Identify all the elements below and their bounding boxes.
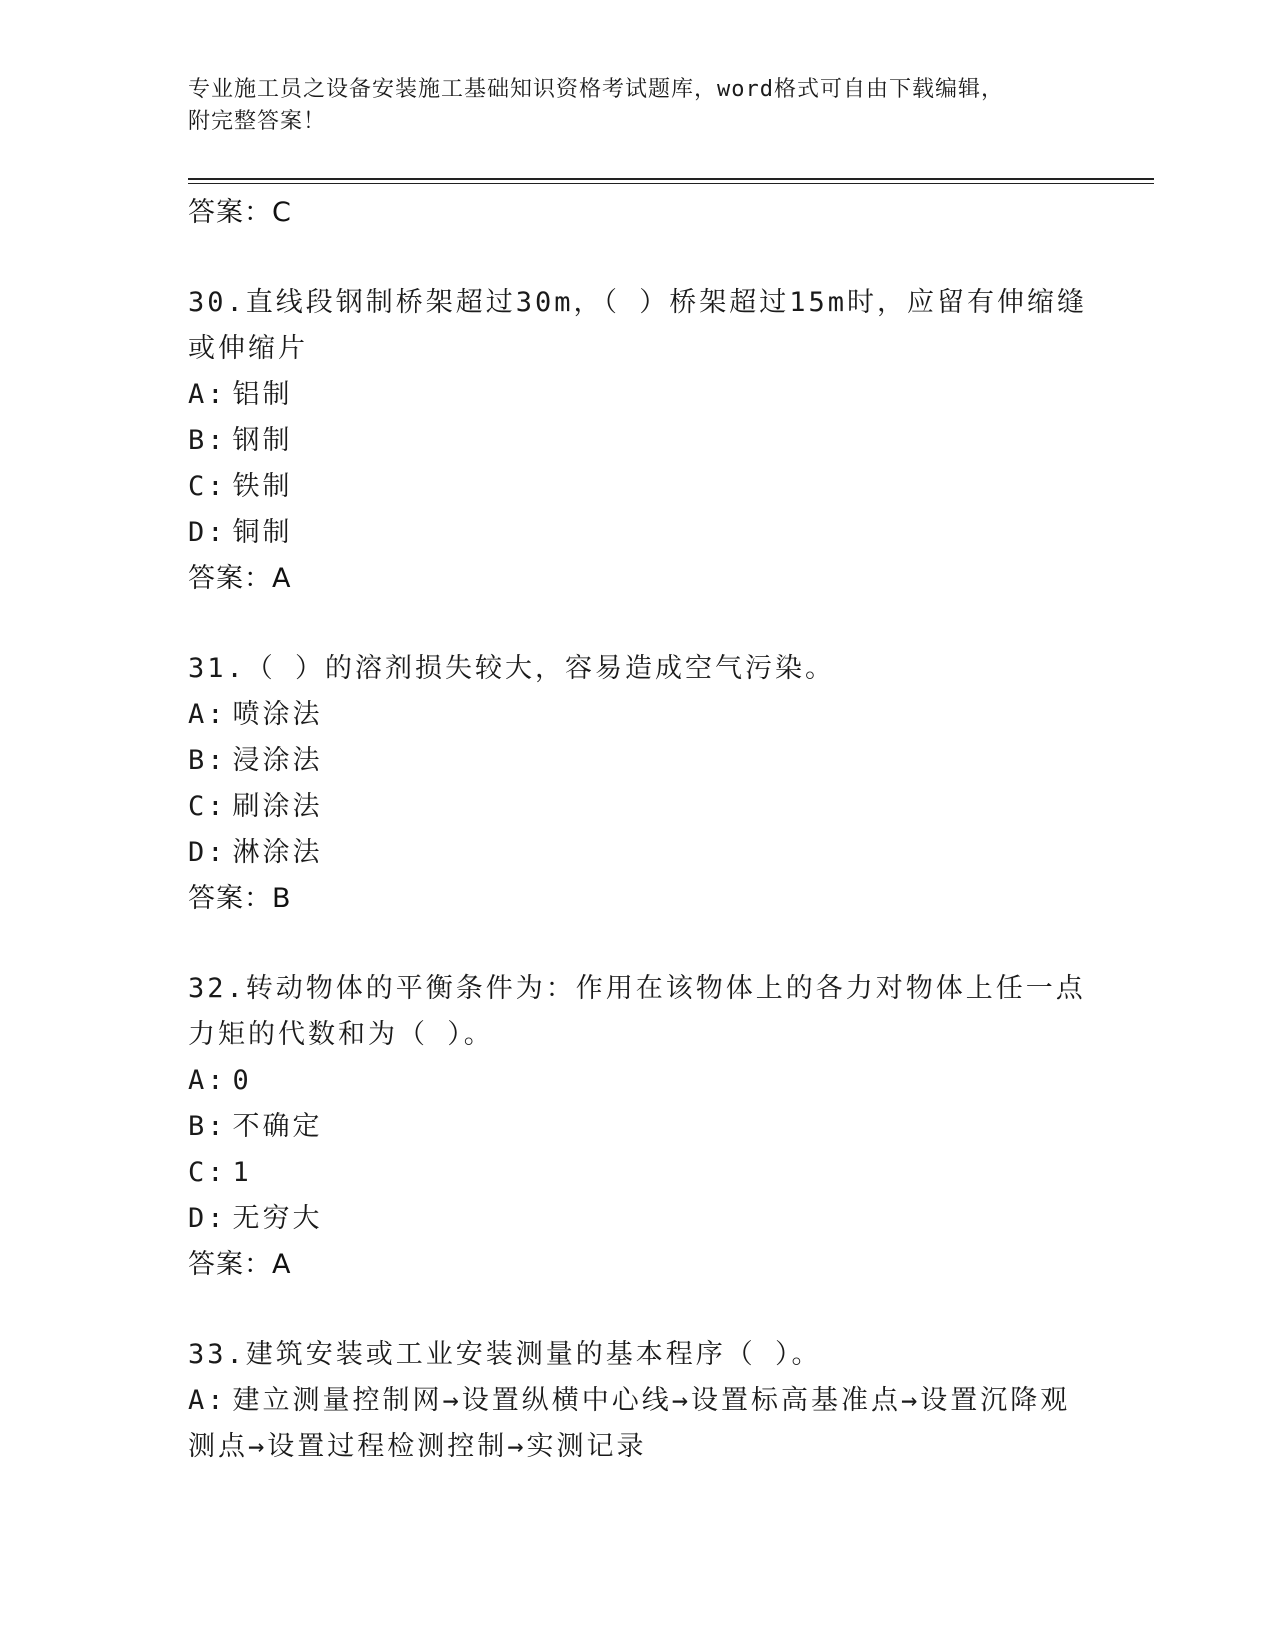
answer-line: 答案：A [188, 1249, 292, 1280]
option-text: 建立测量控制网→设置纵横中心线→设置标高基准点→设置沉降观测点→设置过程检测控制→实测记录 [188, 1385, 1071, 1462]
option-text: 铝制 [232, 379, 293, 410]
answer-line: 答案：A [188, 563, 292, 594]
option-label: D: [188, 517, 227, 548]
option-label: D: [188, 837, 227, 868]
option-a [188, 1378, 1088, 1470]
option-text: 刷涂法 [232, 791, 323, 822]
option-d [188, 510, 1088, 556]
option-label: B: [188, 1111, 227, 1142]
option-b [188, 1104, 1088, 1150]
option-text: 0 [232, 1065, 252, 1096]
question-33 [188, 1332, 1088, 1470]
option-d [188, 830, 1088, 876]
option-label: C: [188, 1157, 227, 1188]
option-label: D: [188, 1203, 227, 1234]
option-label: A: [188, 699, 227, 730]
page-header [188, 74, 1088, 138]
option-d [188, 1196, 1088, 1242]
header-rule-thick [188, 178, 1154, 180]
option-text: 喷涂法 [232, 699, 323, 730]
option-label: A: [188, 379, 227, 410]
header-rule-thin [188, 183, 1154, 184]
option-a [188, 1058, 1088, 1104]
option-text: 1 [232, 1157, 252, 1188]
header-line-2: 附完整答案！ [188, 109, 327, 134]
header-line-1: 专业施工员之设备安装施工基础知识资格考试题库，word格式可自由下载编辑， [188, 77, 1004, 102]
question-list [188, 190, 1088, 1470]
previous-answer: 答案：C [188, 197, 292, 228]
question-text: 32.转动物体的平衡条件为：作用在该物体上的各力对物体上任一点力矩的代数和为（ ）。 [188, 973, 1086, 1050]
question-31 [188, 646, 1088, 922]
option-label: B: [188, 745, 227, 776]
option-c [188, 1150, 1088, 1196]
option-b [188, 418, 1088, 464]
option-a [188, 372, 1088, 418]
option-text: 浸涂法 [232, 745, 323, 776]
option-label: C: [188, 791, 227, 822]
option-c [188, 464, 1088, 510]
option-b [188, 738, 1088, 784]
option-label: B: [188, 425, 227, 456]
question-text: 31.（ ）的溶剂损失较大，容易造成空气污染。 [188, 653, 836, 684]
option-text: 铁制 [232, 471, 293, 502]
option-label: C: [188, 471, 227, 502]
question-text: 33.建筑安装或工业安装测量的基本程序（ ）。 [188, 1339, 822, 1370]
option-text: 铜制 [232, 517, 293, 548]
question-32 [188, 966, 1088, 1288]
option-text: 淋涂法 [232, 837, 323, 868]
option-text: 钢制 [232, 425, 293, 456]
option-c [188, 784, 1088, 830]
option-a [188, 692, 1088, 738]
option-text: 不确定 [232, 1111, 323, 1142]
option-text: 无穷大 [232, 1203, 323, 1234]
answer-line: 答案：B [188, 883, 292, 914]
question-text: 30.直线段钢制桥架超过30m，（ ）桥架超过15m时，应留有伸缩缝或伸缩片 [188, 287, 1088, 364]
option-label: A: [188, 1385, 227, 1416]
option-label: A: [188, 1065, 227, 1096]
question-30 [188, 280, 1088, 602]
